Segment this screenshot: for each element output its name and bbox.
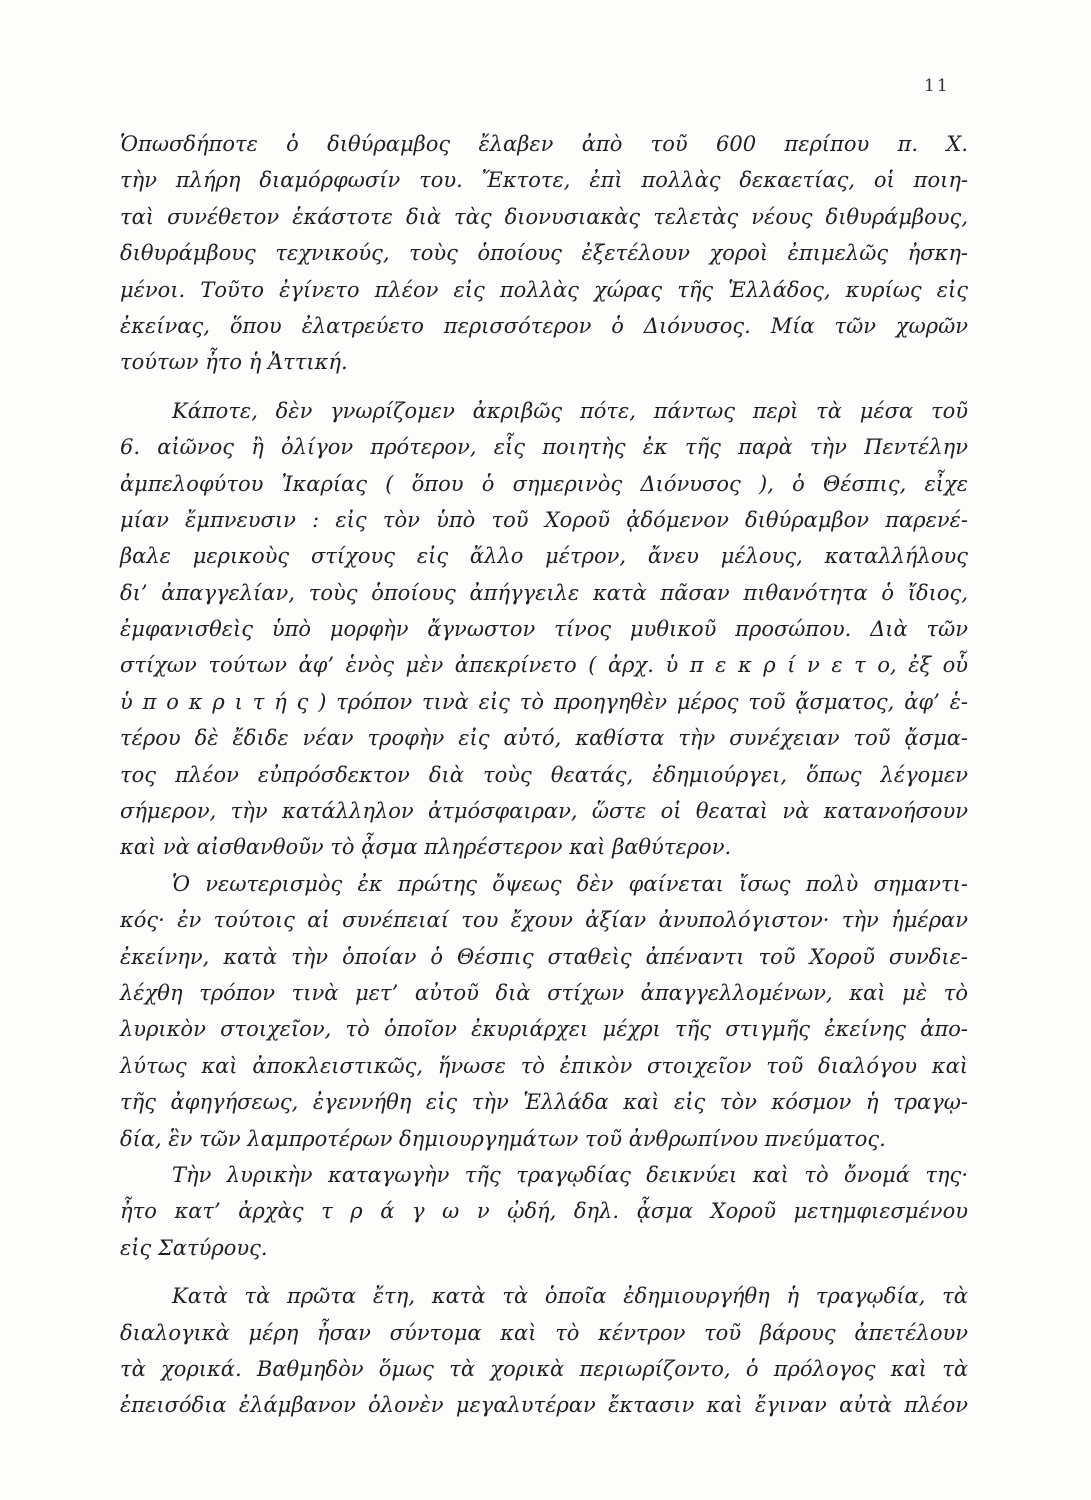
text-line: κός· ἐν τούτοις αἱ συνέπειαί του ἔχουν ἀξίαν ἀνυπολόγιστον· τὴν ἡμέραν <box>120 908 968 933</box>
paragraph-gap <box>120 381 968 393</box>
text-line: τὰ χορικά. Βαθμηδὸν ὅμως τὰ χορικὰ περιωρίζοντο, ὁ πρόλογος καὶ τὰ <box>120 1356 968 1381</box>
text-line: διαλογικὰ μέρη ἦσαν σύντομα καὶ τὸ κέντρον τοῦ βάρους ἀπετέλουν <box>120 1320 968 1345</box>
text-line: ἦτο κατ’ ἀρχὰς τ ρ ά γ ω ν ᾠδή, δηλ. ᾆσμα Χοροῦ μετημφιεσμένου <box>120 1199 968 1224</box>
text-line: Τὴν λυρικὴν καταγωγὴν τῆς τραγῳδίας δεικνύει καὶ τὸ ὄνομά της· <box>172 1162 968 1187</box>
text-line: καὶ νὰ αἰσθανθοῦν τὸ ᾆσμα πληρέστερον καὶ βαθύτερον. <box>120 835 732 860</box>
text-line: δία, ἓν τῶν λαμπροτέρων δημιουργημάτων τοῦ ἀνθρωπίνου πνεύματος. <box>120 1126 886 1151</box>
body-text <box>120 126 968 1424</box>
text-line: ἐμφανισθεὶς ὑπὸ μορφὴν ἄγνωστον τίνος μυθικοῦ προσώπου. Διὰ τῶν <box>120 617 968 642</box>
text-line: 6. αἰῶνος ἢ ὀλίγον πρότερον, εἷς ποιητὴς ἐκ τῆς παρὰ τὴν Πεντέλην <box>120 435 968 460</box>
text-line: λέχθη τρόπον τινὰ μετ’ αὐτοῦ διὰ στίχων ἀπαγγελλομένων, καὶ μὲ τὸ <box>120 980 968 1005</box>
text-line: ἀμπελοφύτου Ἰκαρίας ( ὅπου ὁ σημερινὸς Διόνυσος ), ὁ Θέσπις, εἶχε <box>120 471 968 496</box>
text-line: Ὁπωσδήποτε ὁ διθύραμβος ἔλαβεν ἀπὸ τοῦ 600 περίπου π. Χ. <box>120 132 968 156</box>
text-line: Κάποτε, δὲν γνωρίζομεν ἀκριβῶς πότε, πάντως περὶ τὰ μέσα τοῦ <box>172 398 968 423</box>
text-line: μένοι. Τοῦτο ἐγίνετο πλέον εἰς πολλὰς χώρας τῆς Ἑλλάδος, κυρίως εἰς <box>120 277 968 302</box>
text-line: ἐκείνας, ὅπου ἐλατρεύετο περισσότερον ὁ Διόνυσος. Μία τῶν χωρῶν <box>120 313 968 338</box>
text-line: στίχων τούτων ἀφ’ ἑνὸς μὲν ἀπεκρίνετο ( ἀρχ. ὑ π ε κ ρ ί ν ε τ ο, ἐξ οὗ <box>120 653 968 678</box>
text-line: τος πλέον εὐπρόσδεκτον διὰ τοὺς θεατάς, ἐδημιούργει, ὅπως λέγομεν <box>120 762 968 787</box>
text-line: τέρου δὲ ἔδιδε νέαν τροφὴν εἰς αὐτό, καθίστα τὴν συνέχειαν τοῦ ᾄσμα- <box>120 726 968 751</box>
text-line: διθυράμβους τεχνικούς, τοὺς ὁποίους ἐξετέλουν χοροὶ ἐπιμελῶς ἠσκη- <box>120 241 968 266</box>
text-line: ταὶ συνέθετον ἑκάστοτε διὰ τὰς διονυσιακὰς τελετὰς νέους διθυράμβους, <box>120 204 968 229</box>
text-line: δι’ ἀπαγγελίαν, τοὺς ὁποίους ἀπήγγειλε κατὰ πᾶσαν πιθανότητα ὁ ἴδιος, <box>120 580 968 605</box>
text-line: ἐκείνην, κατὰ τὴν ὁποίαν ὁ Θέσπις σταθεὶς ἀπέναντι τοῦ Χοροῦ συνδιε- <box>120 944 968 969</box>
text-line: Κατὰ τὰ πρῶτα ἔτη, κατὰ τὰ ὁποῖα ἐδημιουργήθη ἡ τραγῳδία, τὰ <box>172 1284 968 1309</box>
text-line: σήμερον, τὴν κατάλληλον ἀτμόσφαιραν, ὥστε οἱ θεαταὶ νὰ κατανοήσουν <box>120 799 968 824</box>
text-line: ὑ π ο κ ρ ι τ ή ς ) τρόπον τινὰ εἰς τὸ προηγηθὲν μέρος τοῦ ᾄσματος, ἀφ’ ἑ- <box>120 689 968 714</box>
text-line: εἰς Σατύρους. <box>120 1235 268 1260</box>
text-line: λύτως καὶ ἀποκλειστικῶς, ἥνωσε τὸ ἐπικὸν στοιχεῖον τοῦ διαλόγου καὶ <box>120 1053 968 1078</box>
text-line: βαλε μερικοὺς στίχους εἰς ἄλλο μέτρον, ἄνευ μέλους, καταλλήλους <box>120 544 968 569</box>
page-number: 11 <box>924 76 950 96</box>
text-line: τὴν πλήρη διαμόρφωσίν του. Ἔκτοτε, ἐπὶ πολλὰς δεκαετίας, οἱ ποιη- <box>120 168 968 193</box>
text-line: λυρικὸν στοιχεῖον, τὸ ὁποῖον ἐκυριάρχει μέχρι τῆς στιγμῆς ἐκείνης ἀπο- <box>120 1017 968 1042</box>
text-line: τῆς ἀφηγήσεως, ἐγεννήθη εἰς τὴν Ἑλλάδα καὶ εἰς τὸν κόσμον ἡ τραγῳ- <box>120 1090 968 1115</box>
text-line: Ὁ νεωτερισμὸς ἐκ πρώτης ὄψεως δὲν φαίνεται ἴσως πολὺ σημαντι- <box>172 871 968 896</box>
text-line: μίαν ἔμπνευσιν : εἰς τὸν ὑπὸ τοῦ Χοροῦ ᾀδόμενον διθύραμβον παρενέ- <box>120 507 968 532</box>
text-line: ἐπεισόδια ἐλάμβανον ὁλονὲν μεγαλυτέραν ἔκτασιν καὶ ἔγιναν αὐτὰ πλέον <box>120 1393 968 1418</box>
paragraph-gap <box>120 1266 968 1278</box>
text-line: τούτων ἦτο ἡ Ἀττική. <box>120 350 348 375</box>
